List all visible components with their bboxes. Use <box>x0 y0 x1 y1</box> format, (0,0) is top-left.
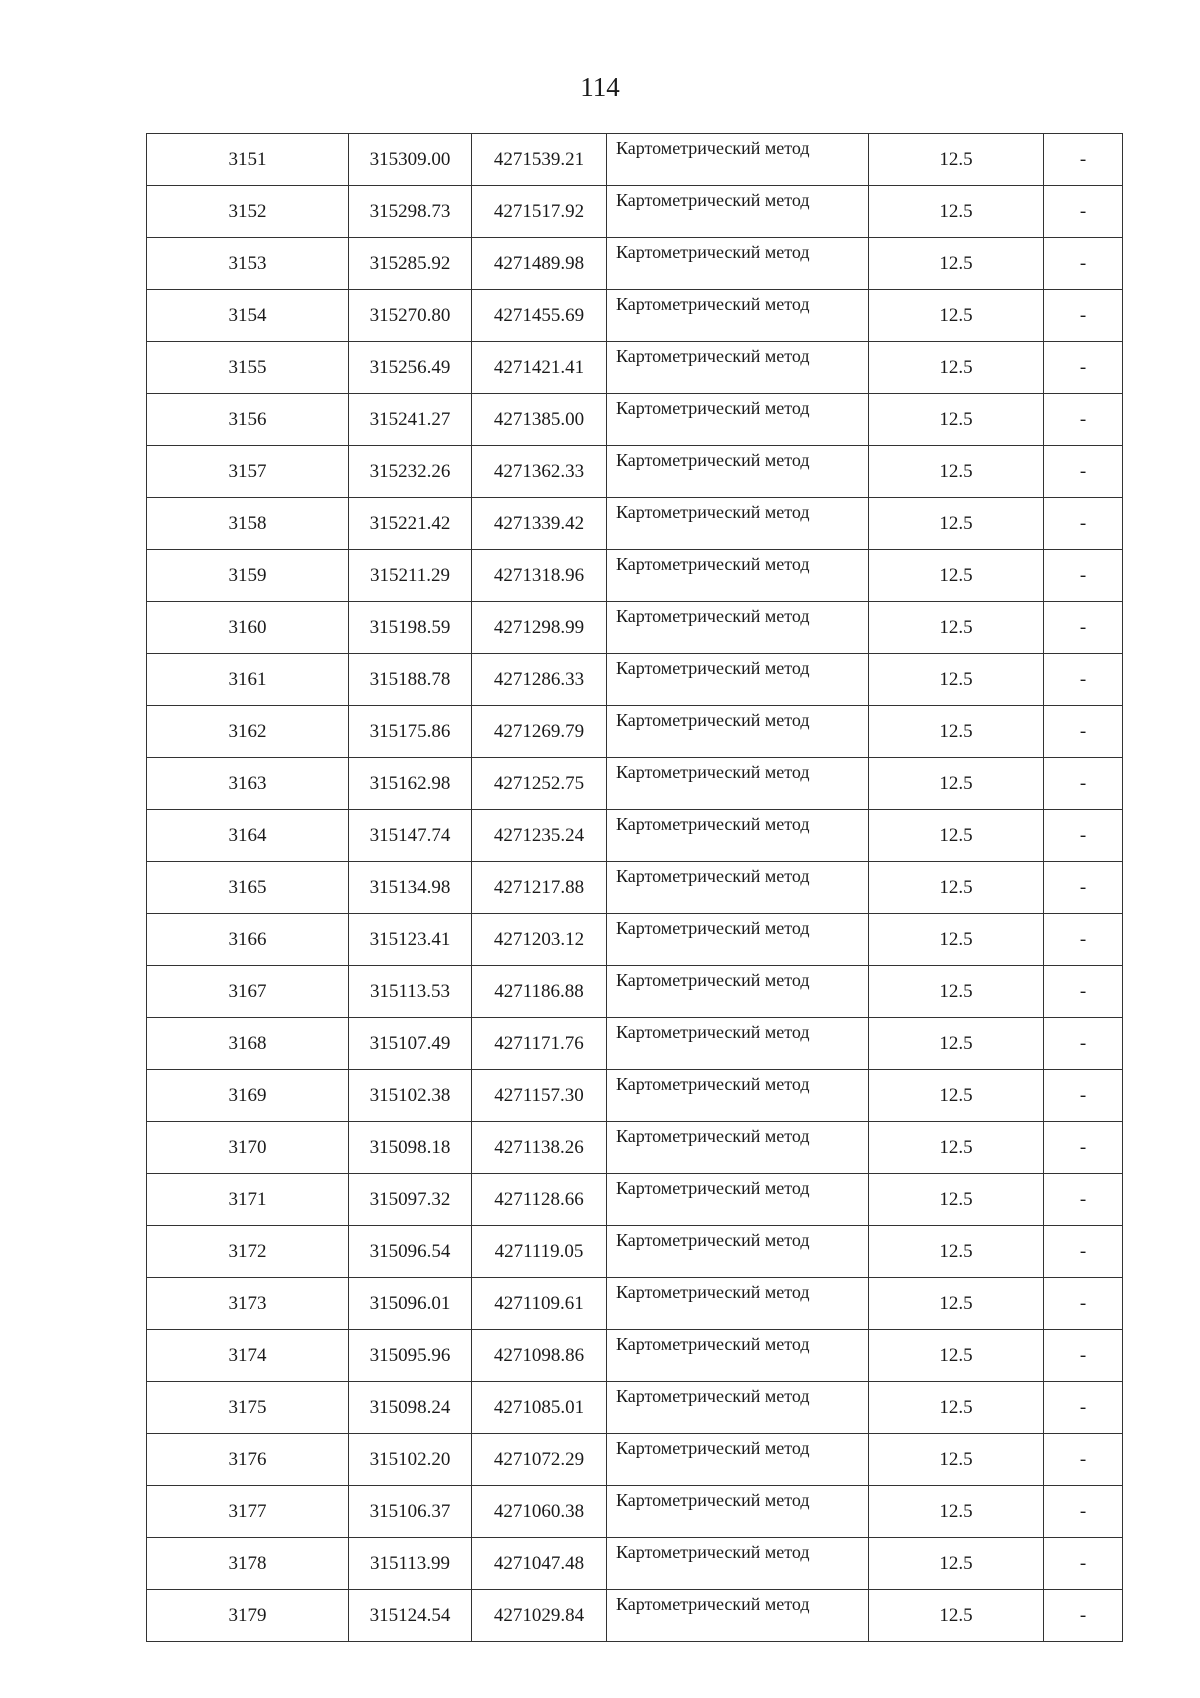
method-cell: Картометрический метод <box>607 1486 869 1538</box>
description-cell: - <box>1044 1070 1123 1122</box>
description-cell: - <box>1044 134 1123 186</box>
table-row <box>147 1538 1123 1590</box>
x-coordinate-cell: 315134.98 <box>349 862 472 914</box>
y-coordinate-cell: 4271286.33 <box>472 654 607 706</box>
y-coordinate-cell: 4271029.84 <box>472 1590 607 1642</box>
x-coordinate-cell: 315256.49 <box>349 342 472 394</box>
y-coordinate-cell: 4271539.21 <box>472 134 607 186</box>
y-coordinate-cell: 4271047.48 <box>472 1538 607 1590</box>
point-number-cell: 3178 <box>147 1538 349 1590</box>
table-row <box>147 1330 1123 1382</box>
y-coordinate-cell: 4271085.01 <box>472 1382 607 1434</box>
y-coordinate-cell: 4271119.05 <box>472 1226 607 1278</box>
table-row <box>147 134 1123 186</box>
point-number-cell: 3160 <box>147 602 349 654</box>
description-cell: - <box>1044 602 1123 654</box>
x-coordinate-cell: 315298.73 <box>349 186 472 238</box>
description-cell: - <box>1044 1486 1123 1538</box>
table-row <box>147 342 1123 394</box>
description-cell: - <box>1044 758 1123 810</box>
x-coordinate-cell: 315102.38 <box>349 1070 472 1122</box>
point-number-cell: 3169 <box>147 1070 349 1122</box>
table-row <box>147 186 1123 238</box>
method-cell: Картометрический метод <box>607 706 869 758</box>
description-cell: - <box>1044 1278 1123 1330</box>
accuracy-cell: 12.5 <box>869 758 1044 810</box>
y-coordinate-cell: 4271517.92 <box>472 186 607 238</box>
table-row <box>147 758 1123 810</box>
method-cell: Картометрический метод <box>607 550 869 602</box>
description-cell: - <box>1044 1174 1123 1226</box>
description-cell: - <box>1044 862 1123 914</box>
method-cell: Картометрический метод <box>607 1590 869 1642</box>
point-number-cell: 3162 <box>147 706 349 758</box>
point-number-cell: 3179 <box>147 1590 349 1642</box>
method-cell: Картометрический метод <box>607 1538 869 1590</box>
table-row <box>147 810 1123 862</box>
accuracy-cell: 12.5 <box>869 706 1044 758</box>
method-cell: Картометрический метод <box>607 394 869 446</box>
accuracy-cell: 12.5 <box>869 1070 1044 1122</box>
point-number-cell: 3170 <box>147 1122 349 1174</box>
point-number-cell: 3176 <box>147 1434 349 1486</box>
y-coordinate-cell: 4271298.99 <box>472 602 607 654</box>
method-cell: Картометрический метод <box>607 1122 869 1174</box>
method-cell: Картометрический метод <box>607 186 869 238</box>
x-coordinate-cell: 315175.86 <box>349 706 472 758</box>
x-coordinate-cell: 315098.18 <box>349 1122 472 1174</box>
y-coordinate-cell: 4271489.98 <box>472 238 607 290</box>
method-cell: Картометрический метод <box>607 810 869 862</box>
x-coordinate-cell: 315309.00 <box>349 134 472 186</box>
x-coordinate-cell: 315095.96 <box>349 1330 472 1382</box>
table-row <box>147 1382 1123 1434</box>
method-cell: Картометрический метод <box>607 1330 869 1382</box>
x-coordinate-cell: 315098.24 <box>349 1382 472 1434</box>
table-row <box>147 1018 1123 1070</box>
description-cell: - <box>1044 1018 1123 1070</box>
accuracy-cell: 12.5 <box>869 914 1044 966</box>
point-number-cell: 3173 <box>147 1278 349 1330</box>
description-cell: - <box>1044 810 1123 862</box>
x-coordinate-cell: 315198.59 <box>349 602 472 654</box>
y-coordinate-cell: 4271157.30 <box>472 1070 607 1122</box>
x-coordinate-cell: 315147.74 <box>349 810 472 862</box>
y-coordinate-cell: 4271109.61 <box>472 1278 607 1330</box>
coordinates-table <box>146 133 1123 1642</box>
description-cell: - <box>1044 1122 1123 1174</box>
y-coordinate-cell: 4271217.88 <box>472 862 607 914</box>
description-cell: - <box>1044 290 1123 342</box>
y-coordinate-cell: 4271060.38 <box>472 1486 607 1538</box>
point-number-cell: 3175 <box>147 1382 349 1434</box>
method-cell: Картометрический метод <box>607 862 869 914</box>
accuracy-cell: 12.5 <box>869 394 1044 446</box>
point-number-cell: 3165 <box>147 862 349 914</box>
method-cell: Картометрический метод <box>607 602 869 654</box>
x-coordinate-cell: 315270.80 <box>349 290 472 342</box>
x-coordinate-cell: 315102.20 <box>349 1434 472 1486</box>
x-coordinate-cell: 315123.41 <box>349 914 472 966</box>
accuracy-cell: 12.5 <box>869 602 1044 654</box>
x-coordinate-cell: 315113.53 <box>349 966 472 1018</box>
y-coordinate-cell: 4271098.86 <box>472 1330 607 1382</box>
point-number-cell: 3151 <box>147 134 349 186</box>
method-cell: Картометрический метод <box>607 758 869 810</box>
description-cell: - <box>1044 1434 1123 1486</box>
accuracy-cell: 12.5 <box>869 550 1044 602</box>
accuracy-cell: 12.5 <box>869 654 1044 706</box>
accuracy-cell: 12.5 <box>869 1330 1044 1382</box>
point-number-cell: 3174 <box>147 1330 349 1382</box>
accuracy-cell: 12.5 <box>869 290 1044 342</box>
accuracy-cell: 12.5 <box>869 342 1044 394</box>
description-cell: - <box>1044 186 1123 238</box>
x-coordinate-cell: 315232.26 <box>349 446 472 498</box>
accuracy-cell: 12.5 <box>869 1434 1044 1486</box>
method-cell: Картометрический метод <box>607 134 869 186</box>
table-row <box>147 862 1123 914</box>
point-number-cell: 3156 <box>147 394 349 446</box>
accuracy-cell: 12.5 <box>869 1226 1044 1278</box>
method-cell: Картометрический метод <box>607 1278 869 1330</box>
point-number-cell: 3171 <box>147 1174 349 1226</box>
method-cell: Картометрический метод <box>607 290 869 342</box>
x-coordinate-cell: 315188.78 <box>349 654 472 706</box>
description-cell: - <box>1044 1538 1123 1590</box>
accuracy-cell: 12.5 <box>869 1174 1044 1226</box>
point-number-cell: 3163 <box>147 758 349 810</box>
table-row <box>147 654 1123 706</box>
table-row <box>147 1278 1123 1330</box>
point-number-cell: 3155 <box>147 342 349 394</box>
y-coordinate-cell: 4271138.26 <box>472 1122 607 1174</box>
x-coordinate-cell: 315096.54 <box>349 1226 472 1278</box>
x-coordinate-cell: 315097.32 <box>349 1174 472 1226</box>
description-cell: - <box>1044 654 1123 706</box>
y-coordinate-cell: 4271385.00 <box>472 394 607 446</box>
table-row <box>147 1434 1123 1486</box>
y-coordinate-cell: 4271318.96 <box>472 550 607 602</box>
method-cell: Картометрический метод <box>607 654 869 706</box>
point-number-cell: 3172 <box>147 1226 349 1278</box>
table-row <box>147 446 1123 498</box>
method-cell: Картометрический метод <box>607 1226 869 1278</box>
y-coordinate-cell: 4271339.42 <box>472 498 607 550</box>
y-coordinate-cell: 4271362.33 <box>472 446 607 498</box>
point-number-cell: 3158 <box>147 498 349 550</box>
description-cell: - <box>1044 914 1123 966</box>
accuracy-cell: 12.5 <box>869 446 1044 498</box>
y-coordinate-cell: 4271252.75 <box>472 758 607 810</box>
table-row <box>147 238 1123 290</box>
method-cell: Картометрический метод <box>607 446 869 498</box>
description-cell: - <box>1044 966 1123 1018</box>
accuracy-cell: 12.5 <box>869 186 1044 238</box>
method-cell: Картометрический метод <box>607 1070 869 1122</box>
y-coordinate-cell: 4271171.76 <box>472 1018 607 1070</box>
y-coordinate-cell: 4271072.29 <box>472 1434 607 1486</box>
table-row <box>147 1486 1123 1538</box>
table-row <box>147 498 1123 550</box>
point-number-cell: 3159 <box>147 550 349 602</box>
accuracy-cell: 12.5 <box>869 1382 1044 1434</box>
y-coordinate-cell: 4271203.12 <box>472 914 607 966</box>
method-cell: Картометрический метод <box>607 1174 869 1226</box>
accuracy-cell: 12.5 <box>869 1486 1044 1538</box>
x-coordinate-cell: 315106.37 <box>349 1486 472 1538</box>
point-number-cell: 3168 <box>147 1018 349 1070</box>
table-row <box>147 914 1123 966</box>
point-number-cell: 3166 <box>147 914 349 966</box>
accuracy-cell: 12.5 <box>869 1538 1044 1590</box>
table-row <box>147 1174 1123 1226</box>
coordinates-table-body <box>147 134 1123 1642</box>
point-number-cell: 3177 <box>147 1486 349 1538</box>
description-cell: - <box>1044 1382 1123 1434</box>
description-cell: - <box>1044 1330 1123 1382</box>
description-cell: - <box>1044 498 1123 550</box>
point-number-cell: 3153 <box>147 238 349 290</box>
table-row <box>147 290 1123 342</box>
method-cell: Картометрический метод <box>607 342 869 394</box>
point-number-cell: 3161 <box>147 654 349 706</box>
x-coordinate-cell: 315096.01 <box>349 1278 472 1330</box>
accuracy-cell: 12.5 <box>869 1590 1044 1642</box>
x-coordinate-cell: 315113.99 <box>349 1538 472 1590</box>
description-cell: - <box>1044 1226 1123 1278</box>
x-coordinate-cell: 315162.98 <box>349 758 472 810</box>
y-coordinate-cell: 4271269.79 <box>472 706 607 758</box>
table-row <box>147 706 1123 758</box>
table-row <box>147 1590 1123 1642</box>
y-coordinate-cell: 4271421.41 <box>472 342 607 394</box>
description-cell: - <box>1044 342 1123 394</box>
table-row <box>147 550 1123 602</box>
method-cell: Картометрический метод <box>607 238 869 290</box>
x-coordinate-cell: 315241.27 <box>349 394 472 446</box>
x-coordinate-cell: 315285.92 <box>349 238 472 290</box>
accuracy-cell: 12.5 <box>869 862 1044 914</box>
table-row <box>147 394 1123 446</box>
accuracy-cell: 12.5 <box>869 134 1044 186</box>
description-cell: - <box>1044 706 1123 758</box>
y-coordinate-cell: 4271455.69 <box>472 290 607 342</box>
description-cell: - <box>1044 394 1123 446</box>
accuracy-cell: 12.5 <box>869 1278 1044 1330</box>
method-cell: Картометрический метод <box>607 914 869 966</box>
x-coordinate-cell: 315124.54 <box>349 1590 472 1642</box>
table-row <box>147 1070 1123 1122</box>
method-cell: Картометрический метод <box>607 498 869 550</box>
accuracy-cell: 12.5 <box>869 1122 1044 1174</box>
description-cell: - <box>1044 446 1123 498</box>
point-number-cell: 3157 <box>147 446 349 498</box>
table-row <box>147 1226 1123 1278</box>
point-number-cell: 3154 <box>147 290 349 342</box>
table-row <box>147 1122 1123 1174</box>
accuracy-cell: 12.5 <box>869 810 1044 862</box>
accuracy-cell: 12.5 <box>869 238 1044 290</box>
y-coordinate-cell: 4271128.66 <box>472 1174 607 1226</box>
method-cell: Картометрический метод <box>607 1434 869 1486</box>
accuracy-cell: 12.5 <box>869 966 1044 1018</box>
y-coordinate-cell: 4271235.24 <box>472 810 607 862</box>
point-number-cell: 3164 <box>147 810 349 862</box>
x-coordinate-cell: 315107.49 <box>349 1018 472 1070</box>
accuracy-cell: 12.5 <box>869 1018 1044 1070</box>
description-cell: - <box>1044 1590 1123 1642</box>
table-row <box>147 966 1123 1018</box>
x-coordinate-cell: 315211.29 <box>349 550 472 602</box>
page-number: 114 <box>580 72 620 102</box>
description-cell: - <box>1044 238 1123 290</box>
method-cell: Картометрический метод <box>607 1382 869 1434</box>
description-cell: - <box>1044 550 1123 602</box>
point-number-cell: 3152 <box>147 186 349 238</box>
x-coordinate-cell: 315221.42 <box>349 498 472 550</box>
y-coordinate-cell: 4271186.88 <box>472 966 607 1018</box>
method-cell: Картометрический метод <box>607 1018 869 1070</box>
accuracy-cell: 12.5 <box>869 498 1044 550</box>
table-row <box>147 602 1123 654</box>
point-number-cell: 3167 <box>147 966 349 1018</box>
method-cell: Картометрический метод <box>607 966 869 1018</box>
